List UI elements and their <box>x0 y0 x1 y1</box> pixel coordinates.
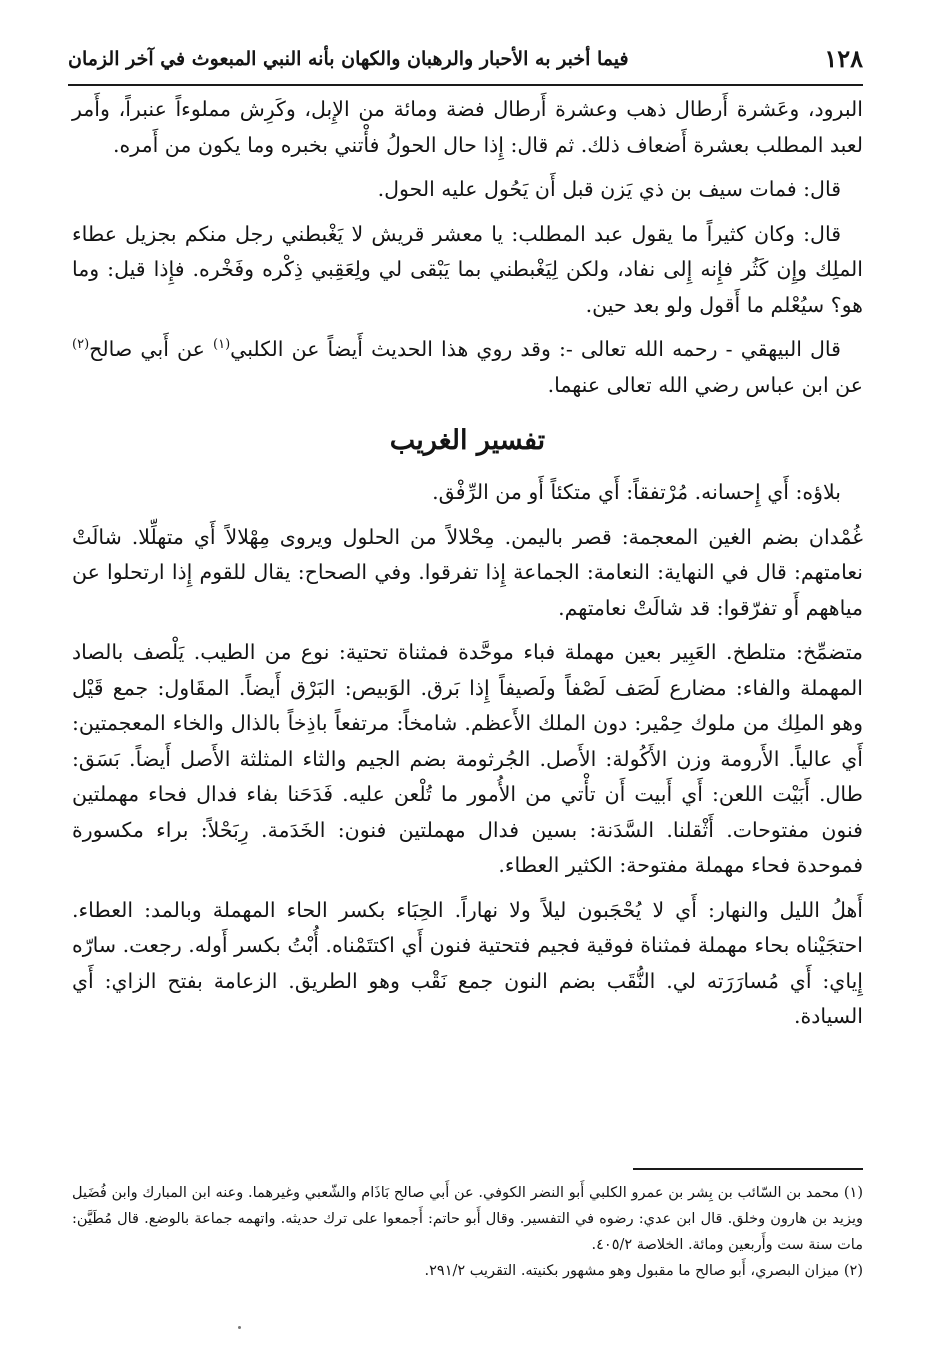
glossary-paragraph: متضمِّخ: متلطخ. العَبِير بعين مهملة فباء موحَّدة فمثناة تحتية: نوع من الطيب. يَلْصف بالصاد المهملة والفاء: مضارع لَصَف لَصْفاً ولَصيفاً إِذا بَرق. الوَبيص: البَرْق أَيضاً. المقَاول: جمع قَيْل وهو الملِك من ملوك حِمْير: دون الملك الأَعظم. شامخاً: مرتفعاً باذِخاً بالذال والخاء المعجمتين: أَي عالياً. الأَرومة وزن الأَكُولة: الأَصل. الجُرثومة بضم الجيم والثاء المثلثة الأَصل أَيضاً. بَسَق: طال. أَبَيْت اللعن: أَي أَبيت أَن تأْتي من الأُمور ما تُلْعن عليه. فَدَحَنا بفاء فدال فحاء مهملتين فنون مفتوحات. أَثْقلنا. السَّدَنة: بسين فدال مهملتين فنون: الخَدَمة. رِبَحْلاً: براء مكسورة فموحدة فحاء مهملة مفتوحة: الكثير العطاء. <box>72 640 863 877</box>
footnotes <box>72 1180 863 1284</box>
main-text <box>72 92 863 1044</box>
paragraph-text: قال البيهقي - رحمه الله تعالى -: وقد روي هذا الحديث أَيضاً عن الكلبي <box>230 337 841 361</box>
paragraph: قال: وكان كثيراً ما يقول عبد المطلب: يا معشر قريش لا يَغْبطني رجل منكم بجزيل عطاء الملِك وإِن كَثُر فإِنه إِلى نفاد، ولكن لِيَغْبطني بما يَبْقى لي ولِعَقِبي ذِكْره وفَخْره. فإِذا قيل: وما هو؟ سيُعْلم ما أَقول ولو بعد حين. <box>72 221 863 317</box>
paragraph: البرود، وعَشرة أَرطال ذهب وعشرة أَرطال فضة ومائة من الإِبل، وكَرِش مملوءاً عنبراً، وأَمر لعبد المطلب بعشرة أَضعاف ذلك. ثم قال: إِذا حال الحولُ فأْتني بخبره وما يكون من أَمره. <box>72 97 863 157</box>
paragraph-text: عن أَبي صالح <box>89 337 205 361</box>
print-speck <box>238 1326 241 1329</box>
glossary-paragraph: بلاؤه: أَي إِحسانه. مُرْتفقاً: أَي متكئاً أَو من الرِّفْق. <box>432 480 841 504</box>
page-header <box>68 40 863 86</box>
page-number: ١٢٨ <box>824 44 863 73</box>
footnote: (١) محمد بن السّائب بن بِشر بن عمرو الكلبي أَبو النضر الكوفي. عن أَبي صالح بَاذَام والشّعبي وغيرهما. وعنه ابن المبارك وابن فُضَيل ويزيد بن هارون وخلق. قال ابن عدي: رضوه في التفسير. وقال أَبو حاتم: أَجمعوا على ترك حديثه. واتهمه جماعة بالوضع. قال مُطَيَّن: مات سنة ست وأَربعين ومائة. الخلاصة ٤٠٥/٢. <box>72 1185 863 1253</box>
bayhaqi-paragraph <box>72 332 863 403</box>
footnote: (٢) ميزان البصري، أَبو صالح ما مقبول وهو مشهور بكنيته. التقريب ٢٩١/٢. <box>424 1263 863 1279</box>
section-heading: تفسير الغريب <box>389 425 546 456</box>
paragraph-text: عن ابن عباس رضي الله تعالى عنهما. <box>547 372 863 397</box>
paragraph: قال: فمات سيف بن ذي يَزن قبل أَن يَحُول عليه الحول. <box>377 177 841 201</box>
footnote-reference: (١) <box>213 337 231 353</box>
footnote-divider <box>633 1168 863 1170</box>
glossary-paragraph: أَهلُ الليل والنهار: أَي لا يُحْجَبون ليلاً ولا نهاراً. الحِبَاء بكسر الحاء المهملة وبالمد: العطاء. احتجَيْناه بحاء مهملة فمثناة فوقية فجيم فتحتية فنون أَي اكتتَمْناه. أُبْتُ بكسر أَوله. رجعت. سارّه إِياي: أَي مُسارَرَته لي. النُّقَب بضم النون جمع نَقْب وهو الطريق. الزعامة بفتح الزاي: أَي السيادة. <box>72 897 863 1028</box>
footnote-reference: (٢) <box>72 337 90 353</box>
glossary-paragraph: غُمْدان بضم الغين المعجمة: قصر باليمن. مِحْلالاً من الحلول ويروى مِهْلالاً أَي متهلِّلا. شالَتْ نعامتهم: قال في النهاية: النعامة: الجماعة إِذا تفرقوا. وفي الصحاح: يقال للقوم إِذا ارتحلوا عن مياههم أَو تفرّقوا: قد شالَتْ نعامتهم. <box>72 524 863 620</box>
running-title: فيما أخبر به الأحبار والرهبان والكهان بأنه النبي المبعوث في آخر الزمان <box>68 48 629 70</box>
